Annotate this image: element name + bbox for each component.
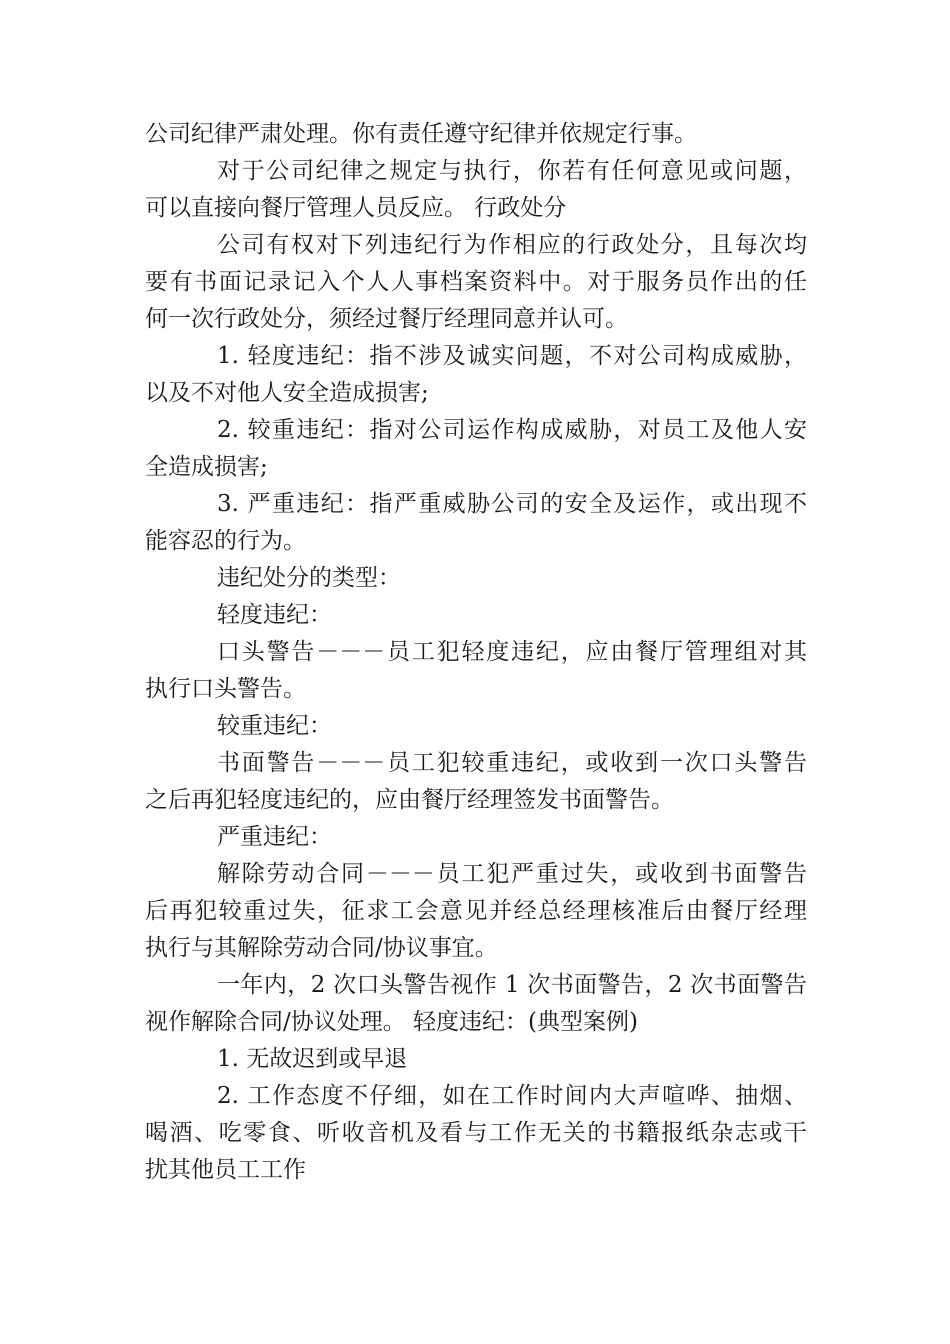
text-line: 执行与其解除劳动合同/协议事宜。 (145, 935, 498, 961)
text-line: 可以直接向餐厅管理人员反应。 行政处分 (145, 195, 567, 221)
text-line: 对于公司纪律之规定与执行，你若有任何意见或问题， (217, 158, 807, 184)
text-line: 解除劳动合同－－－员工犯严重过失，或收到书面警告 (217, 861, 807, 887)
text-line: 扰其他员工工作 (145, 1157, 306, 1183)
text-line: 公司纪律严肃处理。你有责任遵守纪律并依规定行事。 (145, 121, 697, 147)
text-line: 后再犯较重过失，征求工会意见并经总经理核准后由餐厅经理 (145, 898, 807, 924)
text-line: 视作解除合同/协议处理。 轻度违纪：(典型案例) (145, 1009, 639, 1035)
text-line: 一年内，2 次口头警告视作 1 次书面警告，2 次书面警告 (217, 972, 807, 998)
text-line: 要有书面记录记入个人人事档案资料中。对于服务员作出的任 (145, 269, 807, 295)
text-line: 2. 工作态度不仔细，如在工作时间内大声喧哗、抽烟、 (217, 1083, 807, 1109)
text-line: 口头警告－－－员工犯轻度违纪，应由餐厅管理组对其 (217, 639, 807, 665)
text-line: 较重违纪： (217, 713, 332, 739)
text-line: 书面警告－－－员工犯较重违纪，或收到一次口头警告 (217, 750, 807, 776)
text-line: 1. 轻度违纪：指不涉及诚实问题，不对公司构成威胁， (217, 343, 807, 369)
text-line: 违纪处分的类型： (217, 565, 401, 591)
text-line: 公司有权对下列违纪行为作相应的行政处分，且每次均 (217, 232, 807, 258)
text-line: 轻度违纪： (217, 602, 332, 628)
text-line: 严重违纪： (217, 824, 332, 850)
document-body (145, 116, 807, 1189)
text-line: 2. 较重违纪：指对公司运作构成威胁，对员工及他人安 (217, 417, 807, 443)
text-line: 1. 无故迟到或早退 (217, 1046, 408, 1072)
text-line: 喝酒、吃零食、听收音机及看与工作无关的书籍报纸杂志或干 (145, 1120, 807, 1146)
text-line: 执行口头警告。 (145, 676, 306, 702)
text-line: 全造成损害; (145, 454, 268, 480)
text-line: 何一次行政处分，须经过餐厅经理同意并认可。 (145, 306, 628, 332)
text-line: 之后再犯轻度违纪的，应由餐厅经理签发书面警告。 (145, 787, 674, 813)
text-line: 以及不对他人安全造成损害; (145, 380, 429, 406)
text-line: 能容忍的行为。 (145, 528, 306, 554)
text-line: 3. 严重违纪：指严重威胁公司的安全及运作，或出现不 (217, 491, 807, 517)
